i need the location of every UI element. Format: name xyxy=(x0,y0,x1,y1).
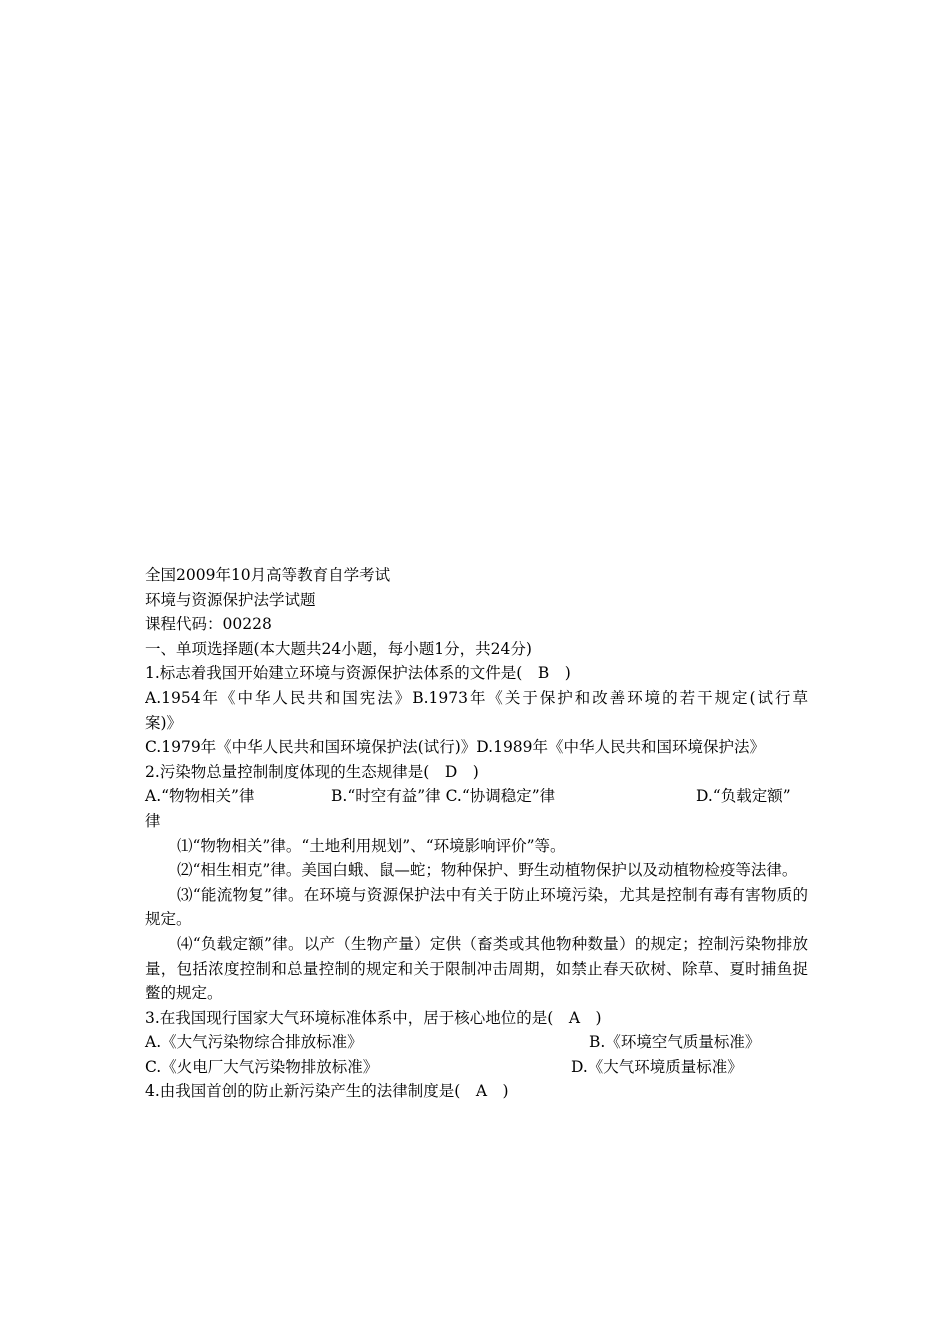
question-2-option-a: A.“物物相关”律 xyxy=(145,787,255,806)
question-2-note-2: ⑵“相生相克”律。美国白蛾、鼠—蛇；物种保护、野生动植物保护以及动植物检疫等法律。 xyxy=(177,861,798,880)
question-1-options-line2: 案)》 xyxy=(145,713,183,732)
course-code: 课程代码：00228 xyxy=(145,615,272,634)
question-1-stem: 1.标志着我国开始建立环境与资源保护法体系的文件是( B ) xyxy=(145,664,571,683)
question-3-option-d: D.《大气环境质量标准》 xyxy=(571,1057,743,1076)
question-2-option-d: D.“负载定额” xyxy=(696,787,791,806)
question-3-option-b: B.《环境空气质量标准》 xyxy=(589,1033,761,1052)
subject-title: 环境与资源保护法学试题 xyxy=(145,590,316,609)
question-3-option-a: A.《大气污染物综合排放标准》 xyxy=(145,1033,363,1052)
question-2-option-bc: B.“时空有益”律 C.“协调稳定”律 xyxy=(331,787,556,806)
question-3-options-cd xyxy=(145,1055,808,1080)
exam-title: 全国2009年10月高等教育自学考试 xyxy=(145,566,391,584)
document-body xyxy=(145,563,808,1104)
question-4-stem: 4.由我国首创的防止新污染产生的法律制度是( A ) xyxy=(145,1082,509,1101)
question-3-option-c: C.《火电厂大气污染物排放标准》 xyxy=(145,1057,379,1076)
question-2-option-d-continued: 律 xyxy=(145,811,161,830)
question-1-options-line3: C.1979年《中华人民共和国环境保护法(试行)》D.1989年《中华人民共和国环境保护法》 xyxy=(145,738,766,757)
question-2-note-4: ⑷“负载定额”律。以产（生物产量）定供（畜类或其他物种数量）的规定；控制污染物排放量，包括浓度控制和总量控制的规定和关于限制冲击周期，如禁止春天砍树、除草、夏时捕鱼捉鳖的规定。 xyxy=(145,934,808,1003)
question-2-stem: 2.污染物总量控制制度体现的生态规律是( D ) xyxy=(145,762,479,781)
section-heading: 一、单项选择题(本大题共24小题，每小题1分，共24分) xyxy=(145,639,532,658)
question-2-note-3: ⑶“能流物复”律。在环境与资源保护法中有关于防止环境污染，尤其是控制有毒有害物质的规定。 xyxy=(145,885,808,929)
question-3-options-ab xyxy=(145,1030,808,1055)
question-3-stem: 3.在我国现行国家大气环境标准体系中，居于核心地位的是( A ) xyxy=(145,1008,602,1027)
question-1-options-line1: A.1954年《中华人民共和国宪法》B.1973年《关于保护和改善环境的若干规定(试行草 xyxy=(145,688,808,707)
question-2-options xyxy=(145,784,808,809)
question-2-note-1: ⑴“物物相关”律。“土地利用规划”、“环境影响评价”等。 xyxy=(177,836,566,855)
